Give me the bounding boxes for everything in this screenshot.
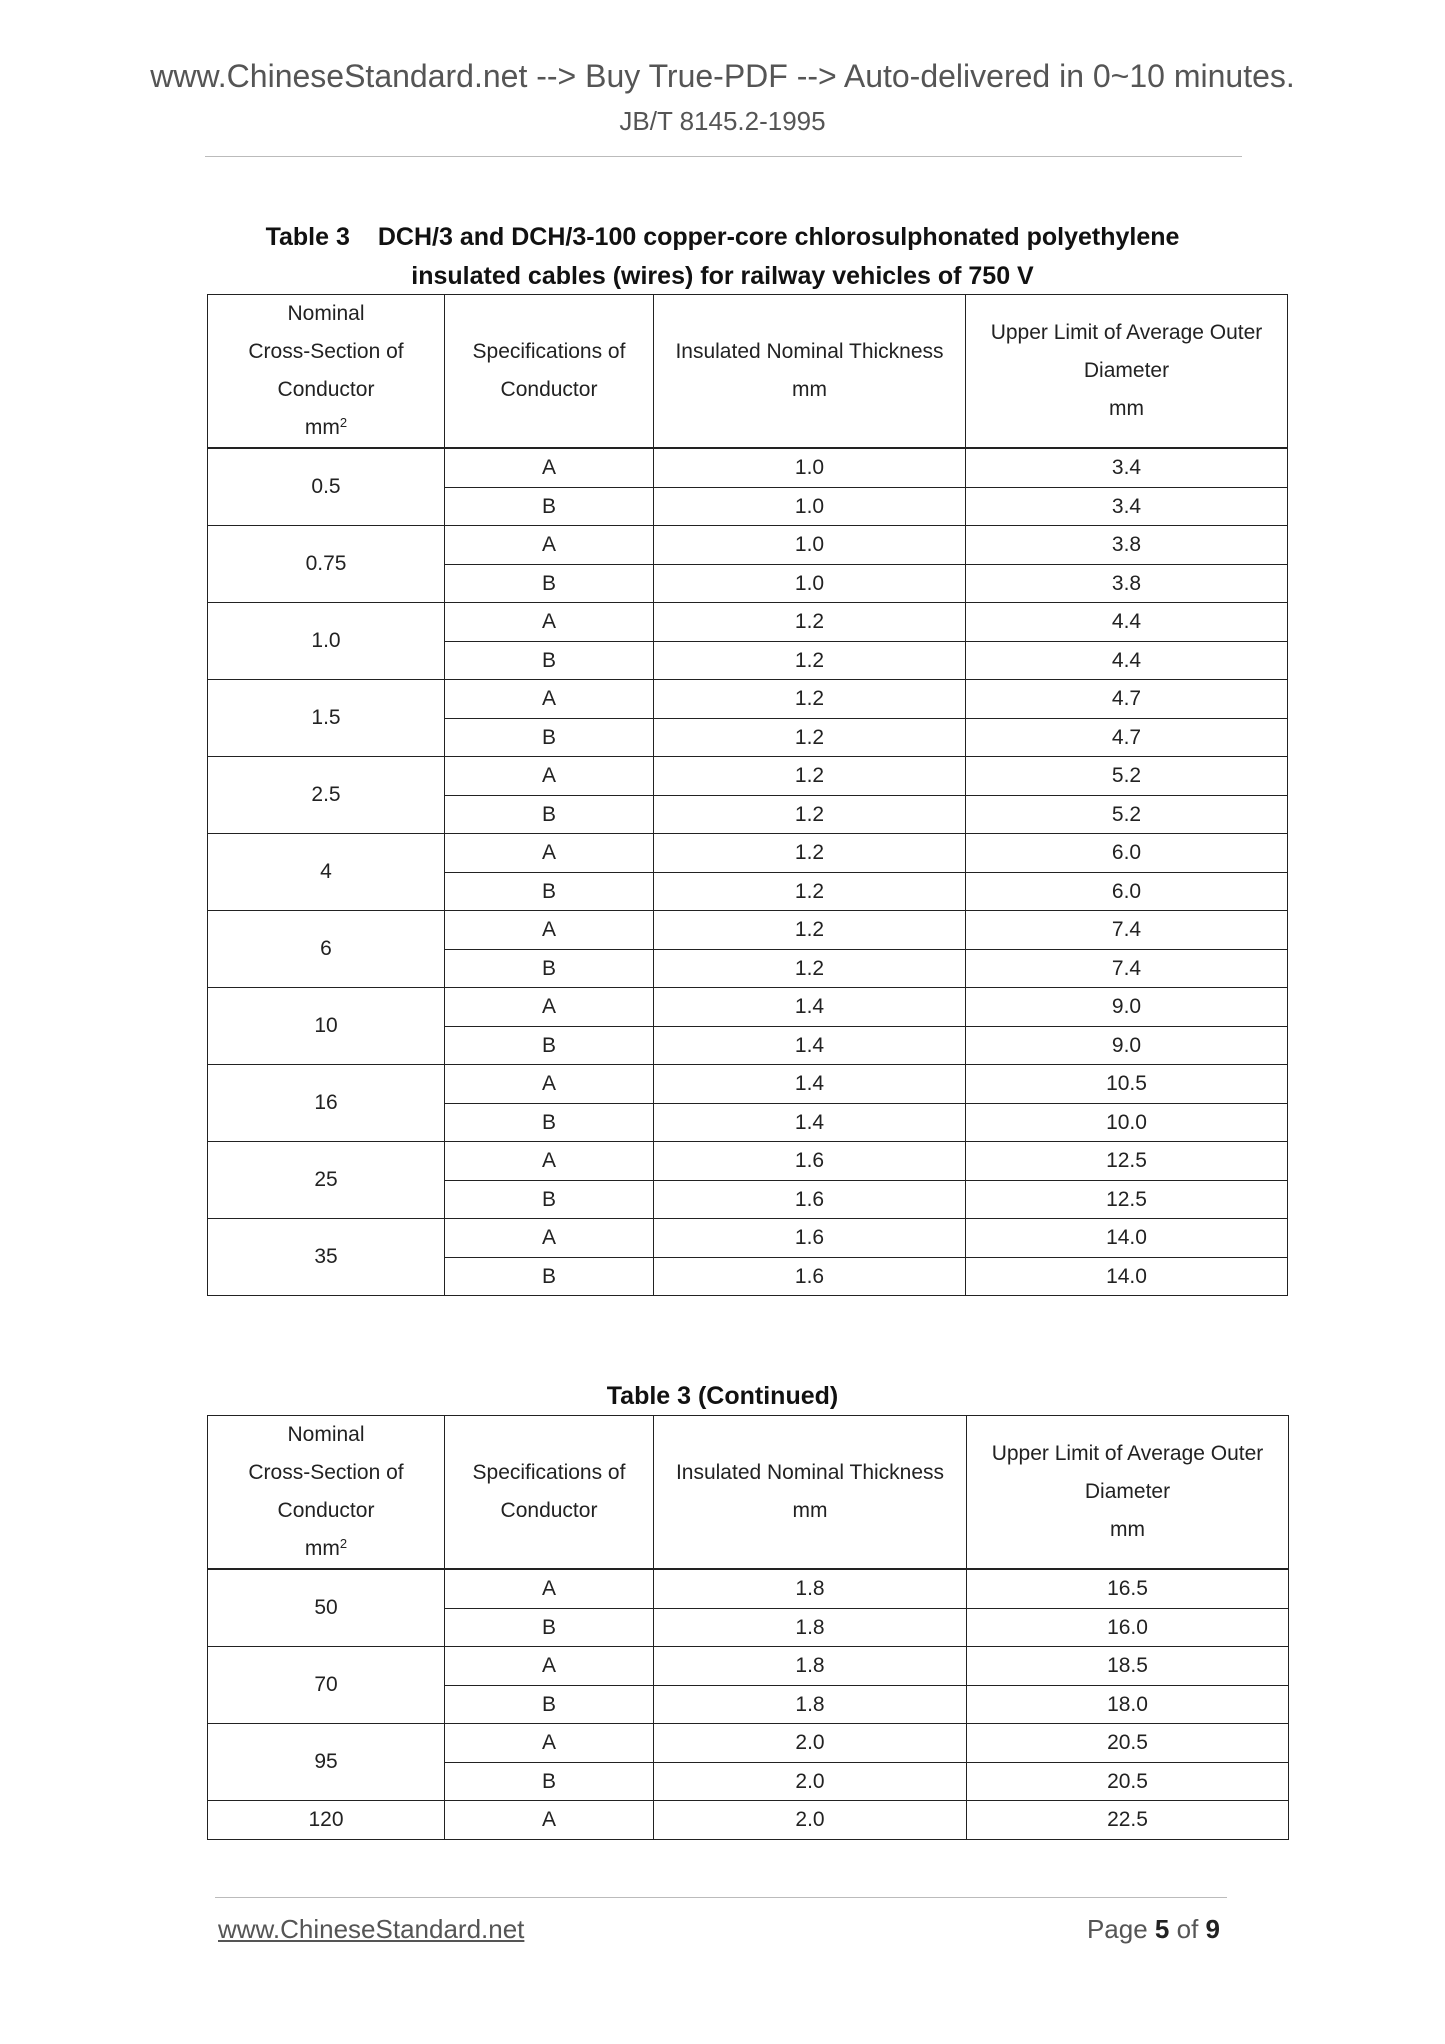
table-header-row <box>208 295 1288 449</box>
page-current: 5 <box>1154 1914 1170 1944</box>
thickness-cell: 1.6 <box>654 1257 966 1296</box>
thickness-cell: 2.0 <box>654 1724 967 1763</box>
table2-title: Table 3 (Continued) <box>606 1382 839 1410</box>
header-text: Nominal <box>287 302 365 325</box>
thickness-cell: 1.0 <box>654 487 966 526</box>
spec-cell: A <box>445 1569 654 1608</box>
diameter-cell: 4.4 <box>966 603 1288 642</box>
diameter-cell: 12.5 <box>966 1142 1288 1181</box>
cross-section-cell: 0.5 <box>208 448 445 526</box>
unit-text: mm <box>304 1537 340 1560</box>
table-row <box>208 448 1288 487</box>
cross-section-cell: 35 <box>208 1219 445 1296</box>
spec-cell: A <box>445 1219 654 1258</box>
cross-section-cell: 0.75 <box>208 526 445 603</box>
diameter-cell: 3.4 <box>966 487 1288 526</box>
table1-label: Table 3 <box>265 223 350 251</box>
thickness-cell: 1.6 <box>654 1180 966 1219</box>
table-row <box>208 1569 1289 1608</box>
cross-section-cell: 1.5 <box>208 680 445 757</box>
cross-section-cell: 50 <box>208 1569 445 1647</box>
thickness-cell: 1.4 <box>654 1065 966 1104</box>
cross-section-cell: 25 <box>208 1142 445 1219</box>
spec-cell: B <box>445 1257 654 1296</box>
table-row <box>208 1142 1288 1181</box>
table1 <box>207 294 1288 1296</box>
spec-cell: A <box>445 603 654 642</box>
header-text: Specifications of <box>472 1461 626 1484</box>
spec-cell: B <box>445 1026 654 1065</box>
page-number <box>1087 1914 1220 1945</box>
footer-divider <box>215 1897 1227 1898</box>
diameter-cell: 14.0 <box>966 1219 1288 1258</box>
diameter-cell: 20.5 <box>967 1762 1289 1801</box>
spec-cell: B <box>445 487 654 526</box>
table-row <box>208 1724 1289 1763</box>
table-row <box>208 911 1288 950</box>
diameter-cell: 20.5 <box>967 1724 1289 1763</box>
cross-section-cell: 1.0 <box>208 603 445 680</box>
header-text: mm <box>792 378 827 401</box>
spec-cell: B <box>445 872 654 911</box>
thickness-cell: 1.4 <box>654 1026 966 1065</box>
table-row <box>208 757 1288 796</box>
thickness-cell: 2.0 <box>654 1801 967 1840</box>
cross-section-cell: 6 <box>208 911 445 988</box>
diameter-cell: 16.5 <box>967 1569 1289 1608</box>
diameter-cell: 12.5 <box>966 1180 1288 1219</box>
thickness-cell: 1.2 <box>654 680 966 719</box>
diameter-cell: 3.8 <box>966 564 1288 603</box>
page-prefix: Page <box>1086 1914 1148 1944</box>
header-outer-diameter <box>967 1416 1289 1570</box>
diameter-cell: 7.4 <box>966 911 1288 950</box>
thickness-cell: 1.2 <box>654 795 966 834</box>
header-unit <box>208 409 444 447</box>
table-row <box>208 526 1288 565</box>
spec-cell: A <box>445 988 654 1027</box>
spec-cell: B <box>445 949 654 988</box>
thickness-cell: 1.6 <box>654 1142 966 1181</box>
header-text: Conductor <box>500 1499 598 1522</box>
header-text: mm <box>792 1499 828 1522</box>
standard-code: JB/T 8145.2-1995 <box>619 106 826 136</box>
cross-section-cell: 70 <box>208 1647 445 1724</box>
thickness-cell: 1.2 <box>654 872 966 911</box>
table-row <box>208 1647 1289 1686</box>
thickness-cell: 1.2 <box>654 718 966 757</box>
header-text: Upper Limit of Average Outer <box>991 1442 1264 1465</box>
header-banner: www.ChineseStandard.net --> Buy True-PDF --> Auto-delivered in 0~10 minutes. <box>150 58 1295 94</box>
header-unit <box>208 1530 444 1568</box>
diameter-cell: 3.4 <box>966 448 1288 487</box>
spec-cell: A <box>445 1801 654 1840</box>
header-thickness <box>654 1416 967 1570</box>
spec-cell: A <box>445 757 654 796</box>
header-text: Conductor <box>500 378 598 401</box>
table1-title-line1: DCH/3 and DCH/3-100 copper-core chlorosulphonated polyethylene <box>377 223 1180 251</box>
table-row <box>208 1219 1288 1258</box>
spec-cell: B <box>445 1103 654 1142</box>
cross-section-cell: 4 <box>208 834 445 911</box>
spec-cell: B <box>445 718 654 757</box>
cross-section-cell: 16 <box>208 1065 445 1142</box>
unit-superscript: 2 <box>339 1536 348 1551</box>
thickness-cell: 1.4 <box>654 1103 966 1142</box>
thickness-cell: 1.6 <box>654 1219 966 1258</box>
thickness-cell: 1.8 <box>654 1685 967 1724</box>
header-text: Conductor <box>277 1499 375 1522</box>
header-specifications <box>445 1416 654 1570</box>
spec-cell: A <box>445 1724 654 1763</box>
header-text: Conductor <box>277 378 375 401</box>
header-text: mm <box>1110 1518 1145 1541</box>
diameter-cell: 9.0 <box>966 1026 1288 1065</box>
thickness-cell: 1.2 <box>654 757 966 796</box>
table-header-row <box>208 1416 1289 1570</box>
table-row <box>208 680 1288 719</box>
spec-cell: A <box>445 680 654 719</box>
spec-cell: A <box>445 834 654 873</box>
header-text: Insulated Nominal Thickness <box>675 340 944 363</box>
header-text: Insulated Nominal Thickness <box>675 1461 945 1484</box>
header-outer-diameter <box>966 295 1288 449</box>
header-divider <box>205 156 1242 157</box>
thickness-cell: 1.0 <box>654 526 966 565</box>
diameter-cell: 3.8 <box>966 526 1288 565</box>
header-text: Diameter <box>1083 359 1170 382</box>
table2 <box>207 1415 1289 1840</box>
table-row <box>208 988 1288 1027</box>
table-row <box>208 1065 1288 1104</box>
spec-cell: B <box>445 1762 654 1801</box>
header-specifications <box>445 295 654 449</box>
spec-cell: B <box>445 1608 654 1647</box>
page-total: 9 <box>1205 1914 1220 1944</box>
spec-cell: B <box>445 564 654 603</box>
thickness-cell: 1.2 <box>654 641 966 680</box>
diameter-cell: 5.2 <box>966 795 1288 834</box>
header-text: Diameter <box>1084 1480 1171 1503</box>
table1-title-line2: insulated cables (wires) for railway vehicles of 750 V <box>411 262 1034 290</box>
thickness-cell: 1.8 <box>654 1608 967 1647</box>
diameter-cell: 10.5 <box>966 1065 1288 1104</box>
header-text: Upper Limit of Average Outer <box>990 321 1263 344</box>
cross-section-cell: 95 <box>208 1724 445 1801</box>
spec-cell: B <box>445 641 654 680</box>
unit-superscript: 2 <box>339 415 348 430</box>
thickness-cell: 1.2 <box>654 834 966 873</box>
thickness-cell: 1.2 <box>654 911 966 950</box>
thickness-cell: 1.8 <box>654 1647 967 1686</box>
thickness-cell: 1.0 <box>654 564 966 603</box>
header-cross-section <box>208 295 445 449</box>
thickness-cell: 2.0 <box>654 1762 967 1801</box>
diameter-cell: 14.0 <box>966 1257 1288 1296</box>
cross-section-cell: 10 <box>208 988 445 1065</box>
unit-text: mm <box>304 416 340 439</box>
diameter-cell: 4.7 <box>966 718 1288 757</box>
table1-caption-line1 <box>0 217 1445 257</box>
header-thickness <box>654 295 966 449</box>
cross-section-cell: 120 <box>208 1801 445 1840</box>
header-text: Specifications of <box>472 340 626 363</box>
header-cross-section <box>208 1416 445 1570</box>
thickness-cell: 1.0 <box>654 448 966 487</box>
diameter-cell: 6.0 <box>966 834 1288 873</box>
spec-cell: A <box>445 1065 654 1104</box>
page-of: of <box>1176 1914 1199 1944</box>
diameter-cell: 4.7 <box>966 680 1288 719</box>
diameter-cell: 5.2 <box>966 757 1288 796</box>
spec-cell: B <box>445 1180 654 1219</box>
spec-cell: A <box>445 911 654 950</box>
diameter-cell: 9.0 <box>966 988 1288 1027</box>
diameter-cell: 18.0 <box>967 1685 1289 1724</box>
header-text: mm <box>1109 397 1144 420</box>
thickness-cell: 1.8 <box>654 1569 967 1608</box>
header-text: Cross-Section of <box>248 340 404 363</box>
spec-cell: A <box>445 448 654 487</box>
spec-cell: A <box>445 526 654 565</box>
diameter-cell: 16.0 <box>967 1608 1289 1647</box>
diameter-cell: 18.5 <box>967 1647 1289 1686</box>
table-row <box>208 834 1288 873</box>
header-text: Nominal <box>287 1423 365 1446</box>
diameter-cell: 6.0 <box>966 872 1288 911</box>
thickness-cell: 1.2 <box>654 603 966 642</box>
table-row <box>208 603 1288 642</box>
spec-cell: B <box>445 795 654 834</box>
diameter-cell: 7.4 <box>966 949 1288 988</box>
cross-section-cell: 2.5 <box>208 757 445 834</box>
thickness-cell: 1.2 <box>654 949 966 988</box>
spec-cell: B <box>445 1685 654 1724</box>
diameter-cell: 22.5 <box>967 1801 1289 1840</box>
header-text: Cross-Section of <box>248 1461 404 1484</box>
spec-cell: A <box>445 1142 654 1181</box>
diameter-cell: 4.4 <box>966 641 1288 680</box>
table-row <box>208 1801 1289 1840</box>
diameter-cell: 10.0 <box>966 1103 1288 1142</box>
footer-site-link[interactable]: www.ChineseStandard.net <box>218 1914 525 1944</box>
thickness-cell: 1.4 <box>654 988 966 1027</box>
spec-cell: A <box>445 1647 654 1686</box>
